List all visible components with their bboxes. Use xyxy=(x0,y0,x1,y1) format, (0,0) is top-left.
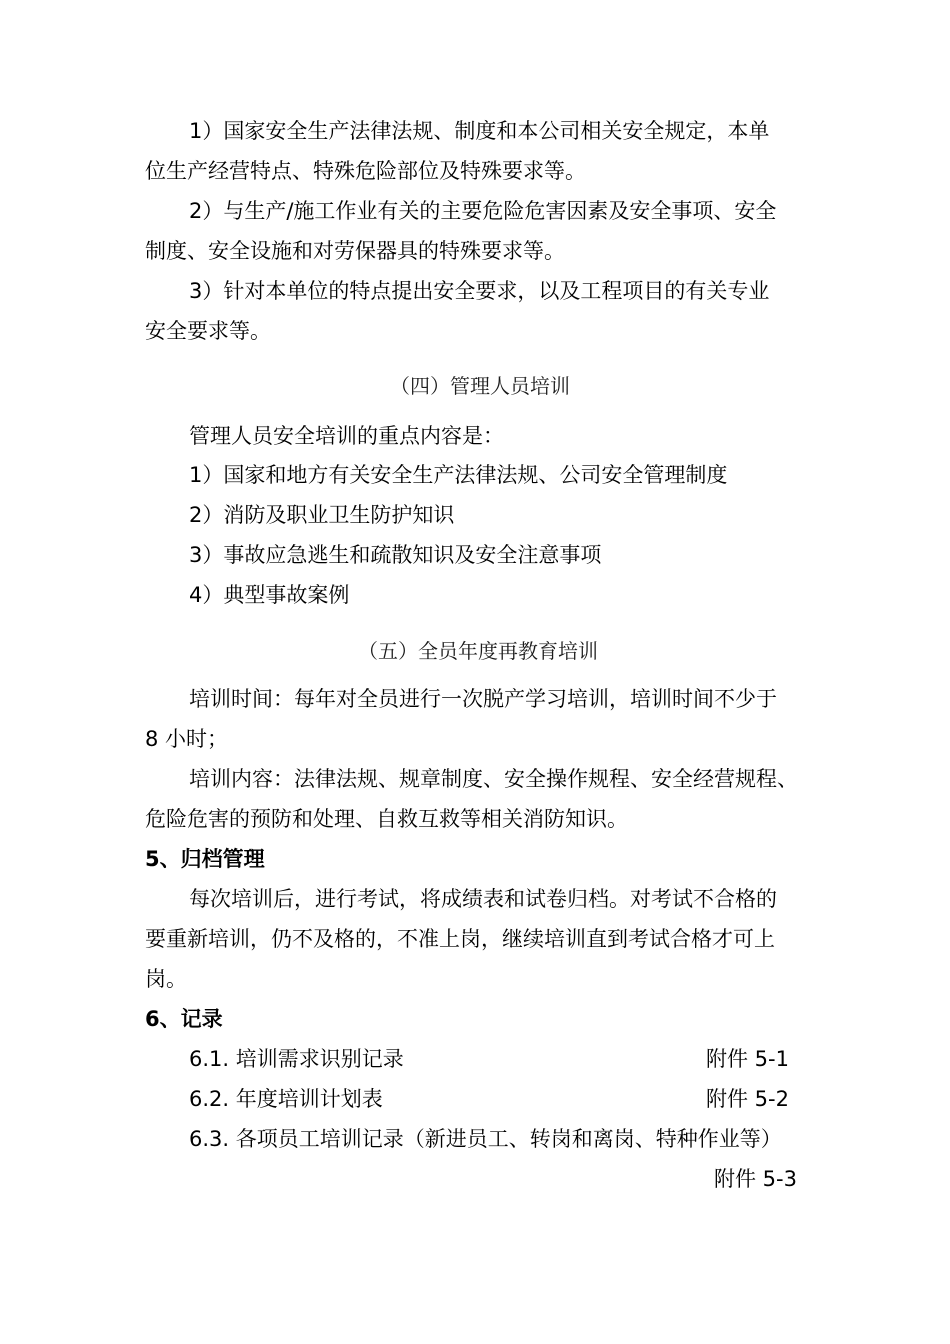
section-archive-title: 5、归档管理 xyxy=(145,847,265,871)
record-item-3-label: 6.3. 各项员工培训记录（新进员工、转岗和离岗、特种作业等） xyxy=(189,1127,782,1151)
archive-line-3: 岗。 xyxy=(145,967,187,991)
management-intro: 管理人员安全培训的重点内容是： xyxy=(189,424,504,448)
archive-line-1: 每次培训后，进行考试，将成绩表和试卷归档。对考试不合格的 xyxy=(189,887,777,911)
paragraph-1-line-2: 位生产经营特点、特殊危险部位及特殊要求等。 xyxy=(145,159,586,183)
record-item-3-ref: 附件 5-3 xyxy=(714,1167,797,1191)
annual-content-line-2: 危险危害的预防和处理、自救互救等相关消防知识。 xyxy=(145,807,628,831)
annual-time-line-1: 培训时间：每年对全员进行一次脱产学习培训，培训时间不少于 xyxy=(189,687,777,711)
record-item-1-ref: 附件 5-1 xyxy=(706,1047,789,1071)
management-item-2: 2）消防及职业卫生防护知识 xyxy=(189,503,455,527)
paragraph-3-line-1: 3）针对本单位的特点提出安全要求，以及工程项目的有关专业 xyxy=(189,279,770,303)
annual-time-line-2: 8 小时； xyxy=(145,727,229,751)
management-item-4: 4）典型事故案例 xyxy=(189,583,350,607)
heading-annual-training: （五）全员年度再教育培训 xyxy=(358,639,598,663)
record-item-2-label: 6.2. 年度培训计划表 xyxy=(189,1087,383,1111)
paragraph-2-line-2: 制度、安全设施和对劳保器具的特殊要求等。 xyxy=(145,239,565,263)
management-item-1: 1）国家和地方有关安全生产法律法规、公司安全管理制度 xyxy=(189,463,728,487)
record-item-2-ref: 附件 5-2 xyxy=(706,1087,789,1111)
management-item-3: 3）事故应急逃生和疏散知识及安全注意事项 xyxy=(189,543,602,567)
paragraph-2-line-1: 2）与生产/施工作业有关的主要危险危害因素及安全事项、安全 xyxy=(189,199,777,223)
annual-content-line-1: 培训内容：法律法规、规章制度、安全操作规程、安全经营规程、 xyxy=(189,767,798,791)
record-item-1-label: 6.1. 培训需求识别记录 xyxy=(189,1047,404,1071)
archive-line-2: 要重新培训，仍不及格的，不准上岗，继续培训直到考试合格才可上 xyxy=(145,927,775,951)
heading-management-training: （四）管理人员培训 xyxy=(390,374,570,398)
section-records-title: 6、记录 xyxy=(145,1007,223,1031)
paragraph-1-line-1: 1）国家安全生产法律法规、制度和本公司相关安全规定，本单 xyxy=(189,119,770,143)
paragraph-3-line-2: 安全要求等。 xyxy=(145,319,271,343)
